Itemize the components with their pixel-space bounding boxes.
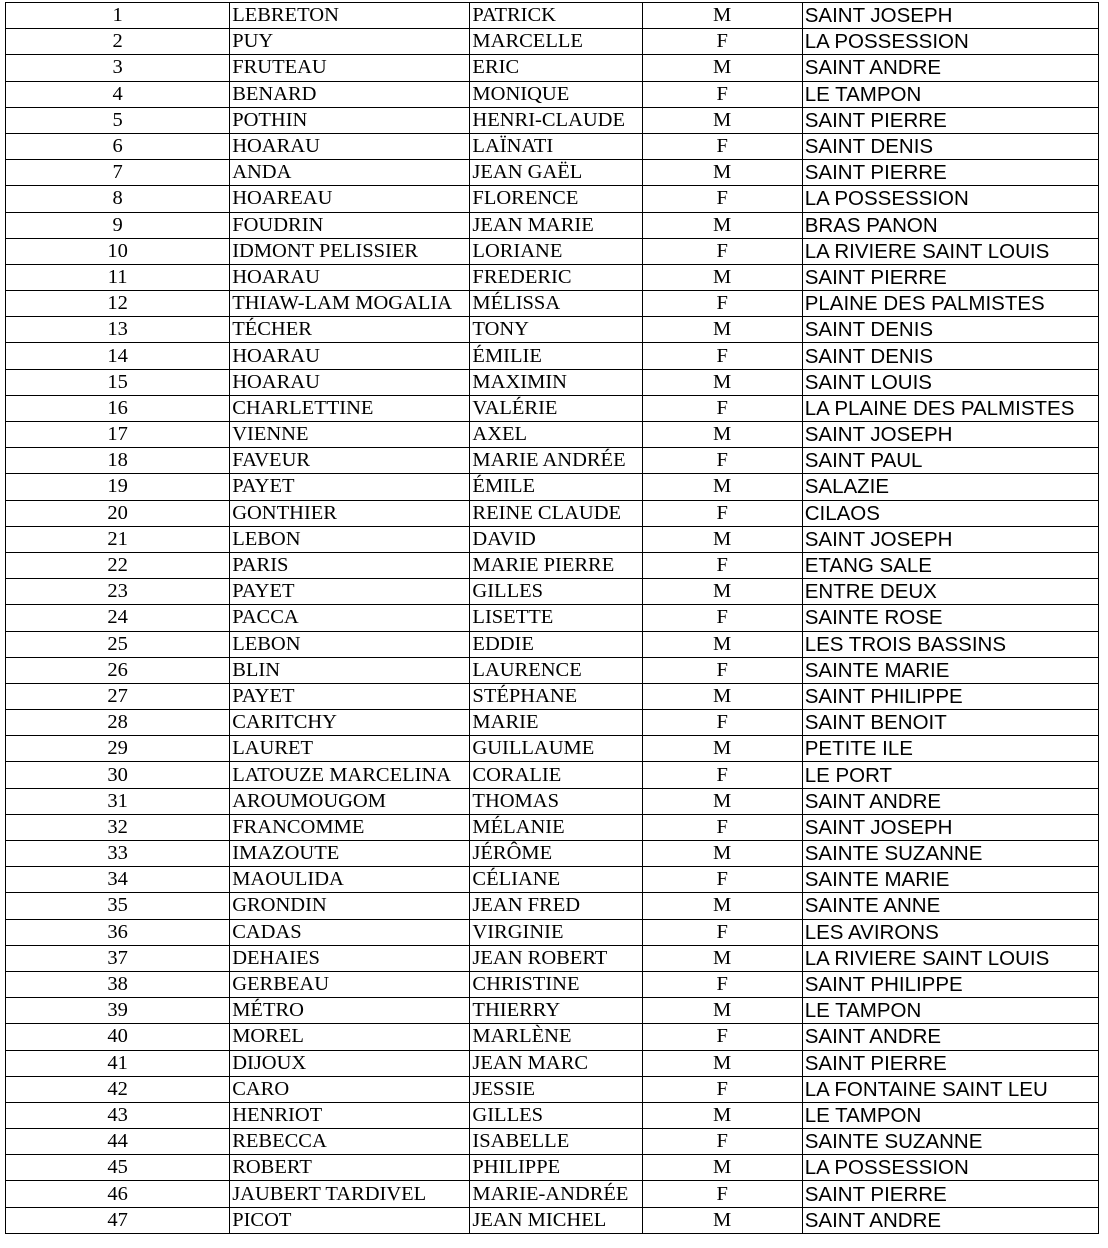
row-number-cell: 33 — [6, 841, 230, 867]
sex-cell: M — [642, 107, 802, 133]
municipality-cell: ETANG SALE — [802, 552, 1098, 578]
municipality-cell: SAINT LOUIS — [802, 369, 1098, 395]
last-name-cell: LEBON — [230, 526, 470, 552]
first-name-cell: GILLES — [470, 1102, 642, 1128]
first-name-cell: PHILIPPE — [470, 1155, 642, 1181]
table-row — [6, 81, 1099, 107]
table-row — [6, 1050, 1099, 1076]
last-name-cell: FRANCOMME — [230, 814, 470, 840]
last-name-cell: IMAZOUTE — [230, 841, 470, 867]
row-number-cell: 35 — [6, 893, 230, 919]
first-name-cell: TONY — [470, 317, 642, 343]
row-number-cell: 26 — [6, 657, 230, 683]
table-row — [6, 893, 1099, 919]
row-number-cell: 46 — [6, 1181, 230, 1207]
row-number-cell: 44 — [6, 1129, 230, 1155]
sex-cell: M — [642, 474, 802, 500]
sex-cell: F — [642, 657, 802, 683]
table-row — [6, 448, 1099, 474]
row-number-cell: 30 — [6, 762, 230, 788]
table-row — [6, 133, 1099, 159]
last-name-cell: PAYET — [230, 579, 470, 605]
first-name-cell: JEAN MARIE — [470, 212, 642, 238]
municipality-cell: LA FONTAINE SAINT LEU — [802, 1076, 1098, 1102]
sex-cell: M — [642, 369, 802, 395]
sex-cell: M — [642, 160, 802, 186]
last-name-cell: PUY — [230, 29, 470, 55]
last-name-cell: CADAS — [230, 919, 470, 945]
first-name-cell: HENRI-CLAUDE — [470, 107, 642, 133]
first-name-cell: ÉMILE — [470, 474, 642, 500]
last-name-cell: CARITCHY — [230, 710, 470, 736]
municipality-cell: SAINT ANDRE — [802, 55, 1098, 81]
first-name-cell: PATRICK — [470, 3, 642, 29]
row-number-cell: 25 — [6, 631, 230, 657]
row-number-cell: 13 — [6, 317, 230, 343]
row-number-cell: 2 — [6, 29, 230, 55]
table-row — [6, 1076, 1099, 1102]
first-name-cell: VIRGINIE — [470, 919, 642, 945]
municipality-cell: LE TAMPON — [802, 81, 1098, 107]
table-row — [6, 160, 1099, 186]
municipality-cell: BRAS PANON — [802, 212, 1098, 238]
sex-cell: M — [642, 1207, 802, 1233]
first-name-cell: LAURENCE — [470, 657, 642, 683]
municipality-cell: SAINT ANDRE — [802, 1207, 1098, 1233]
sex-cell: M — [642, 1102, 802, 1128]
first-name-cell: JEAN GAËL — [470, 160, 642, 186]
municipality-cell: SALAZIE — [802, 474, 1098, 500]
last-name-cell: DEHAIES — [230, 945, 470, 971]
last-name-cell: FAVEUR — [230, 448, 470, 474]
sex-cell: F — [642, 1024, 802, 1050]
sex-cell: F — [642, 762, 802, 788]
table-row — [6, 945, 1099, 971]
table-row — [6, 395, 1099, 421]
sex-cell: M — [642, 264, 802, 290]
municipality-cell: ENTRE DEUX — [802, 579, 1098, 605]
first-name-cell: MARIE PIERRE — [470, 552, 642, 578]
first-name-cell: JÉRÔME — [470, 841, 642, 867]
sex-cell: F — [642, 1076, 802, 1102]
last-name-cell: FOUDRIN — [230, 212, 470, 238]
table-row — [6, 841, 1099, 867]
sex-cell: M — [642, 998, 802, 1024]
sex-cell: F — [642, 395, 802, 421]
row-number-cell: 11 — [6, 264, 230, 290]
table-row — [6, 683, 1099, 709]
municipality-cell: PETITE ILE — [802, 736, 1098, 762]
municipality-cell: SAINT PIERRE — [802, 264, 1098, 290]
table-row — [6, 710, 1099, 736]
row-number-cell: 36 — [6, 919, 230, 945]
municipality-cell: LA PLAINE DES PALMISTES — [802, 395, 1098, 421]
first-name-cell: JEAN MICHEL — [470, 1207, 642, 1233]
row-number-cell: 40 — [6, 1024, 230, 1050]
first-name-cell: REINE CLAUDE — [470, 500, 642, 526]
table-row — [6, 212, 1099, 238]
sex-cell: M — [642, 736, 802, 762]
table-row — [6, 107, 1099, 133]
municipality-cell: SAINT PIERRE — [802, 1181, 1098, 1207]
municipality-cell: SAINT PIERRE — [802, 107, 1098, 133]
municipality-cell: LE TAMPON — [802, 998, 1098, 1024]
row-number-cell: 14 — [6, 343, 230, 369]
last-name-cell: POTHIN — [230, 107, 470, 133]
table-row — [6, 317, 1099, 343]
municipality-cell: SAINT ANDRE — [802, 1024, 1098, 1050]
sex-cell: M — [642, 579, 802, 605]
row-number-cell: 22 — [6, 552, 230, 578]
sex-cell: F — [642, 343, 802, 369]
last-name-cell: PAYET — [230, 683, 470, 709]
first-name-cell: MÉLANIE — [470, 814, 642, 840]
first-name-cell: MARIE-ANDRÉE — [470, 1181, 642, 1207]
table-row — [6, 3, 1099, 29]
municipality-cell: LES AVIRONS — [802, 919, 1098, 945]
first-name-cell: AXEL — [470, 422, 642, 448]
first-name-cell: MÉLISSA — [470, 291, 642, 317]
municipality-cell: SAINT PHILIPPE — [802, 971, 1098, 997]
table-row — [6, 474, 1099, 500]
municipality-cell: SAINTE ROSE — [802, 605, 1098, 631]
row-number-cell: 8 — [6, 186, 230, 212]
table-row — [6, 264, 1099, 290]
municipality-cell: SAINT PIERRE — [802, 160, 1098, 186]
municipality-cell: LES TROIS BASSINS — [802, 631, 1098, 657]
candidate-list-table — [5, 2, 1099, 1234]
municipality-cell: SAINT DENIS — [802, 133, 1098, 159]
municipality-cell: LE TAMPON — [802, 1102, 1098, 1128]
last-name-cell: VIENNE — [230, 422, 470, 448]
first-name-cell: MARLÈNE — [470, 1024, 642, 1050]
sex-cell: F — [642, 605, 802, 631]
municipality-cell: SAINTE MARIE — [802, 867, 1098, 893]
sex-cell: M — [642, 893, 802, 919]
first-name-cell: JEAN ROBERT — [470, 945, 642, 971]
table-row — [6, 291, 1099, 317]
table-row — [6, 919, 1099, 945]
row-number-cell: 3 — [6, 55, 230, 81]
sex-cell: F — [642, 1181, 802, 1207]
first-name-cell: LISETTE — [470, 605, 642, 631]
sex-cell: F — [642, 81, 802, 107]
last-name-cell: DIJOUX — [230, 1050, 470, 1076]
table-row — [6, 1155, 1099, 1181]
municipality-cell: LA POSSESSION — [802, 186, 1098, 212]
row-number-cell: 12 — [6, 291, 230, 317]
table-row — [6, 552, 1099, 578]
first-name-cell: ERIC — [470, 55, 642, 81]
last-name-cell: LATOUZE MARCELINA — [230, 762, 470, 788]
sex-cell: M — [642, 422, 802, 448]
sex-cell: F — [642, 238, 802, 264]
last-name-cell: LEBON — [230, 631, 470, 657]
last-name-cell: MAOULIDA — [230, 867, 470, 893]
municipality-cell: SAINT JOSEPH — [802, 526, 1098, 552]
sex-cell: M — [642, 55, 802, 81]
row-number-cell: 7 — [6, 160, 230, 186]
last-name-cell: IDMONT PELISSIER — [230, 238, 470, 264]
row-number-cell: 29 — [6, 736, 230, 762]
first-name-cell: FLORENCE — [470, 186, 642, 212]
table-row — [6, 1129, 1099, 1155]
last-name-cell: ROBERT — [230, 1155, 470, 1181]
municipality-cell: SAINT DENIS — [802, 343, 1098, 369]
last-name-cell: REBECCA — [230, 1129, 470, 1155]
last-name-cell: HOARAU — [230, 369, 470, 395]
municipality-cell: SAINT PHILIPPE — [802, 683, 1098, 709]
row-number-cell: 10 — [6, 238, 230, 264]
municipality-cell: CILAOS — [802, 500, 1098, 526]
first-name-cell: JEAN MARC — [470, 1050, 642, 1076]
last-name-cell: HOARAU — [230, 133, 470, 159]
sex-cell: M — [642, 841, 802, 867]
row-number-cell: 28 — [6, 710, 230, 736]
sex-cell: F — [642, 814, 802, 840]
row-number-cell: 20 — [6, 500, 230, 526]
row-number-cell: 39 — [6, 998, 230, 1024]
last-name-cell: JAUBERT TARDIVEL — [230, 1181, 470, 1207]
last-name-cell: HOARAU — [230, 343, 470, 369]
sex-cell: F — [642, 971, 802, 997]
municipality-cell: SAINT PAUL — [802, 448, 1098, 474]
row-number-cell: 6 — [6, 133, 230, 159]
table-row — [6, 998, 1099, 1024]
sex-cell: F — [642, 710, 802, 736]
municipality-cell: LA POSSESSION — [802, 1155, 1098, 1181]
table-row — [6, 526, 1099, 552]
first-name-cell: MARIE — [470, 710, 642, 736]
first-name-cell: CORALIE — [470, 762, 642, 788]
municipality-cell: SAINTE ANNE — [802, 893, 1098, 919]
last-name-cell: GRONDIN — [230, 893, 470, 919]
sex-cell: M — [642, 317, 802, 343]
row-number-cell: 5 — [6, 107, 230, 133]
table-row — [6, 971, 1099, 997]
last-name-cell: FRUTEAU — [230, 55, 470, 81]
table-row — [6, 1207, 1099, 1233]
row-number-cell: 21 — [6, 526, 230, 552]
municipality-cell: PLAINE DES PALMISTES — [802, 291, 1098, 317]
table-row — [6, 762, 1099, 788]
row-number-cell: 16 — [6, 395, 230, 421]
row-number-cell: 43 — [6, 1102, 230, 1128]
first-name-cell: GILLES — [470, 579, 642, 605]
sex-cell: M — [642, 1050, 802, 1076]
table-row — [6, 736, 1099, 762]
last-name-cell: CARO — [230, 1076, 470, 1102]
last-name-cell: HENRIOT — [230, 1102, 470, 1128]
last-name-cell: THIAW-LAM MOGALIA — [230, 291, 470, 317]
table-row — [6, 369, 1099, 395]
sex-cell: M — [642, 683, 802, 709]
table-row — [6, 422, 1099, 448]
last-name-cell: AROUMOUGOM — [230, 788, 470, 814]
first-name-cell: EDDIE — [470, 631, 642, 657]
first-name-cell: STÉPHANE — [470, 683, 642, 709]
first-name-cell: DAVID — [470, 526, 642, 552]
sex-cell: F — [642, 552, 802, 578]
row-number-cell: 19 — [6, 474, 230, 500]
sex-cell: M — [642, 526, 802, 552]
row-number-cell: 47 — [6, 1207, 230, 1233]
last-name-cell: BENARD — [230, 81, 470, 107]
first-name-cell: MAXIMIN — [470, 369, 642, 395]
municipality-cell: LA POSSESSION — [802, 29, 1098, 55]
table-row — [6, 1181, 1099, 1207]
sex-cell: F — [642, 500, 802, 526]
table-row — [6, 186, 1099, 212]
table-row — [6, 238, 1099, 264]
first-name-cell: ISABELLE — [470, 1129, 642, 1155]
sex-cell: M — [642, 945, 802, 971]
row-number-cell: 1 — [6, 3, 230, 29]
row-number-cell: 24 — [6, 605, 230, 631]
row-number-cell: 45 — [6, 1155, 230, 1181]
last-name-cell: PACCA — [230, 605, 470, 631]
first-name-cell: CÉLIANE — [470, 867, 642, 893]
last-name-cell: MÉTRO — [230, 998, 470, 1024]
first-name-cell: CHRISTINE — [470, 971, 642, 997]
sex-cell: F — [642, 867, 802, 893]
municipality-cell: LA RIVIERE SAINT LOUIS — [802, 945, 1098, 971]
row-number-cell: 9 — [6, 212, 230, 238]
first-name-cell: MONIQUE — [470, 81, 642, 107]
last-name-cell: PICOT — [230, 1207, 470, 1233]
sex-cell: F — [642, 291, 802, 317]
table-row — [6, 867, 1099, 893]
sex-cell: F — [642, 133, 802, 159]
first-name-cell: MARCELLE — [470, 29, 642, 55]
municipality-cell: LE PORT — [802, 762, 1098, 788]
municipality-cell: SAINTE SUZANNE — [802, 841, 1098, 867]
table-row — [6, 631, 1099, 657]
row-number-cell: 31 — [6, 788, 230, 814]
last-name-cell: GERBEAU — [230, 971, 470, 997]
first-name-cell: GUILLAUME — [470, 736, 642, 762]
sex-cell: M — [642, 631, 802, 657]
last-name-cell: LEBRETON — [230, 3, 470, 29]
sex-cell: M — [642, 3, 802, 29]
municipality-cell: LA RIVIERE SAINT LOUIS — [802, 238, 1098, 264]
last-name-cell: PAYET — [230, 474, 470, 500]
row-number-cell: 4 — [6, 81, 230, 107]
last-name-cell: BLIN — [230, 657, 470, 683]
first-name-cell: LORIANE — [470, 238, 642, 264]
table-row — [6, 657, 1099, 683]
municipality-cell: SAINT DENIS — [802, 317, 1098, 343]
municipality-cell: SAINT JOSEPH — [802, 814, 1098, 840]
first-name-cell: THOMAS — [470, 788, 642, 814]
table-row — [6, 814, 1099, 840]
table-row — [6, 605, 1099, 631]
last-name-cell: GONTHIER — [230, 500, 470, 526]
municipality-cell: SAINTE MARIE — [802, 657, 1098, 683]
table-row — [6, 343, 1099, 369]
first-name-cell: MARIE ANDRÉE — [470, 448, 642, 474]
first-name-cell: FREDERIC — [470, 264, 642, 290]
sex-cell: M — [642, 788, 802, 814]
sex-cell: M — [642, 1155, 802, 1181]
sex-cell: F — [642, 186, 802, 212]
municipality-cell: SAINT JOSEPH — [802, 3, 1098, 29]
municipality-cell: SAINT ANDRE — [802, 788, 1098, 814]
last-name-cell: HOAREAU — [230, 186, 470, 212]
last-name-cell: LAURET — [230, 736, 470, 762]
first-name-cell: LAÏNATI — [470, 133, 642, 159]
row-number-cell: 41 — [6, 1050, 230, 1076]
first-name-cell: VALÉRIE — [470, 395, 642, 421]
sex-cell: F — [642, 919, 802, 945]
first-name-cell: JEAN FRED — [470, 893, 642, 919]
first-name-cell: THIERRY — [470, 998, 642, 1024]
row-number-cell: 38 — [6, 971, 230, 997]
last-name-cell: PARIS — [230, 552, 470, 578]
municipality-cell: SAINTE SUZANNE — [802, 1129, 1098, 1155]
first-name-cell: JESSIE — [470, 1076, 642, 1102]
sex-cell: F — [642, 29, 802, 55]
table-row — [6, 579, 1099, 605]
table-row — [6, 55, 1099, 81]
sex-cell: F — [642, 1129, 802, 1155]
row-number-cell: 17 — [6, 422, 230, 448]
sex-cell: M — [642, 212, 802, 238]
table-row — [6, 500, 1099, 526]
candidate-list-body — [6, 3, 1099, 1234]
first-name-cell: ÉMILIE — [470, 343, 642, 369]
row-number-cell: 15 — [6, 369, 230, 395]
row-number-cell: 37 — [6, 945, 230, 971]
row-number-cell: 32 — [6, 814, 230, 840]
municipality-cell: SAINT JOSEPH — [802, 422, 1098, 448]
last-name-cell: MOREL — [230, 1024, 470, 1050]
last-name-cell: CHARLETTINE — [230, 395, 470, 421]
last-name-cell: TÉCHER — [230, 317, 470, 343]
row-number-cell: 42 — [6, 1076, 230, 1102]
last-name-cell: HOARAU — [230, 264, 470, 290]
row-number-cell: 34 — [6, 867, 230, 893]
sex-cell: F — [642, 448, 802, 474]
table-row — [6, 788, 1099, 814]
municipality-cell: SAINT BENOIT — [802, 710, 1098, 736]
last-name-cell: ANDA — [230, 160, 470, 186]
table-row — [6, 29, 1099, 55]
row-number-cell: 18 — [6, 448, 230, 474]
row-number-cell: 23 — [6, 579, 230, 605]
row-number-cell: 27 — [6, 683, 230, 709]
table-row — [6, 1024, 1099, 1050]
table-row — [6, 1102, 1099, 1128]
municipality-cell: SAINT PIERRE — [802, 1050, 1098, 1076]
